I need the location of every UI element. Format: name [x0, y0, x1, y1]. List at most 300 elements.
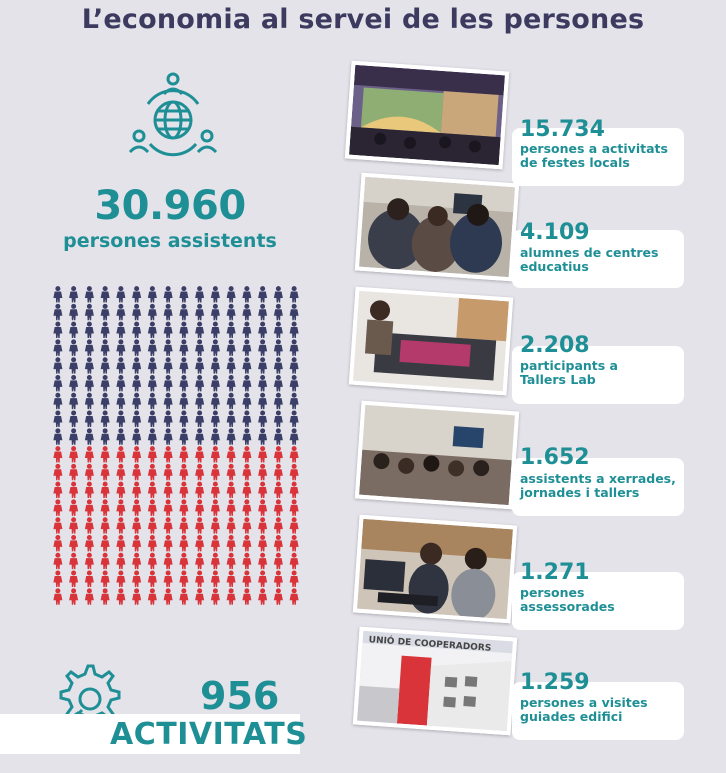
person-icon — [274, 535, 283, 551]
person-icon — [85, 375, 94, 391]
person-icon — [85, 482, 94, 498]
person-icon — [242, 357, 251, 373]
person-icon — [69, 375, 78, 391]
person-icon — [211, 411, 220, 427]
person-icon — [164, 446, 173, 462]
person-icon — [274, 499, 283, 515]
person-icon — [148, 482, 157, 498]
person-icon — [164, 482, 173, 498]
students-classroom-photo — [355, 173, 519, 282]
person-icon — [195, 464, 204, 480]
person-icon — [179, 411, 188, 427]
person-icon — [164, 339, 173, 355]
person-icon — [290, 446, 299, 462]
person-icon — [116, 286, 125, 302]
person-icon — [101, 464, 110, 480]
person-icon — [274, 322, 283, 338]
page-title: L’economia al servei de les persones — [81, 4, 645, 35]
stat-text-line1: persones a visites — [520, 695, 648, 710]
person-icon — [242, 286, 251, 302]
person-icon — [132, 375, 141, 391]
person-icon — [101, 393, 110, 409]
person-icon — [101, 517, 110, 533]
person-icon — [242, 411, 251, 427]
person-icon — [53, 464, 62, 480]
person-icon — [116, 588, 125, 604]
person-icon — [179, 428, 188, 444]
stat-text-line1: persones a activitats — [520, 141, 668, 156]
people-network-globe-icon — [128, 70, 218, 162]
person-icon — [132, 357, 141, 373]
person-icon — [148, 517, 157, 533]
person-icon — [211, 428, 220, 444]
person-icon — [69, 411, 78, 427]
person-icon — [116, 393, 125, 409]
person-icon — [179, 517, 188, 533]
person-icon — [116, 482, 125, 498]
person-icon — [227, 588, 236, 604]
person-icon — [53, 571, 62, 587]
person-icon — [258, 411, 267, 427]
person-icon — [101, 428, 110, 444]
person-icon — [116, 571, 125, 587]
stat-number: 1.259 — [520, 670, 590, 695]
person-icon — [211, 304, 220, 320]
person-icon — [179, 322, 188, 338]
person-icon — [69, 499, 78, 515]
person-icon — [132, 535, 141, 551]
person-icon — [211, 393, 220, 409]
person-icon — [258, 357, 267, 373]
person-icon — [211, 535, 220, 551]
stat-text-line2: Tallers Lab — [520, 372, 596, 387]
person-icon — [116, 553, 125, 569]
person-icon — [290, 393, 299, 409]
person-icon — [132, 304, 141, 320]
person-icon — [164, 553, 173, 569]
stat-text-line2: jornades i tallers — [520, 485, 640, 500]
person-icon — [274, 446, 283, 462]
person-icon — [85, 357, 94, 373]
person-icon — [290, 339, 299, 355]
person-icon — [116, 535, 125, 551]
person-icon — [148, 411, 157, 427]
person-icon — [274, 517, 283, 533]
person-icon — [69, 535, 78, 551]
stat-number: 1.652 — [520, 445, 590, 470]
person-icon — [227, 428, 236, 444]
person-icon — [258, 482, 267, 498]
person-icon — [69, 428, 78, 444]
person-icon — [242, 446, 251, 462]
person-icon — [53, 588, 62, 604]
person-icon — [85, 499, 94, 515]
person-icon — [85, 428, 94, 444]
person-icon — [211, 357, 220, 373]
stat-text-line2: guiades edifici — [520, 709, 623, 724]
person-icon — [116, 357, 125, 373]
person-icon — [179, 464, 188, 480]
person-icon — [195, 322, 204, 338]
person-icon — [148, 375, 157, 391]
person-icon — [116, 517, 125, 533]
person-icon — [290, 411, 299, 427]
person-icon — [132, 322, 141, 338]
person-icon — [85, 286, 94, 302]
person-icon — [227, 464, 236, 480]
person-icon — [195, 499, 204, 515]
person-icon — [85, 588, 94, 604]
person-icon — [164, 588, 173, 604]
person-icon — [148, 286, 157, 302]
person-icon — [195, 357, 204, 373]
person-icon — [290, 464, 299, 480]
person-icon — [85, 517, 94, 533]
person-icon — [148, 553, 157, 569]
person-icon — [85, 339, 94, 355]
person-icon — [274, 588, 283, 604]
person-icon — [274, 286, 283, 302]
person-icon — [227, 375, 236, 391]
person-icon — [258, 553, 267, 569]
person-icon — [179, 339, 188, 355]
person-icon — [242, 393, 251, 409]
person-icon — [227, 535, 236, 551]
person-icon — [69, 339, 78, 355]
person-icon — [242, 535, 251, 551]
person-icon — [101, 322, 110, 338]
person-icon — [148, 339, 157, 355]
person-icon — [85, 322, 94, 338]
person-icon — [148, 428, 157, 444]
person-icon — [195, 411, 204, 427]
person-icon — [242, 499, 251, 515]
person-icon — [274, 411, 283, 427]
person-icon — [69, 553, 78, 569]
building-sign-text: UNIÓ DE COOPERADORS — [368, 635, 492, 654]
person-icon — [227, 411, 236, 427]
person-icon — [179, 357, 188, 373]
person-icon — [227, 339, 236, 355]
person-icon — [53, 446, 62, 462]
person-icon — [53, 304, 62, 320]
person-icon — [101, 304, 110, 320]
person-icon — [132, 588, 141, 604]
person-icon — [148, 571, 157, 587]
person-icon — [274, 464, 283, 480]
person-icon — [53, 339, 62, 355]
person-icon — [164, 304, 173, 320]
person-icon — [53, 411, 62, 427]
person-icon — [242, 517, 251, 533]
stat-text-line1: alumnes de centres — [520, 245, 659, 260]
person-icon — [101, 411, 110, 427]
person-icon — [164, 499, 173, 515]
stat-text-line2: de festes locals — [520, 155, 630, 170]
person-icon — [164, 375, 173, 391]
person-icon — [53, 393, 62, 409]
person-icon — [211, 571, 220, 587]
person-icon — [274, 571, 283, 587]
stat-text-line2: educatius — [520, 259, 589, 274]
person-icon — [258, 499, 267, 515]
person-icon — [69, 571, 78, 587]
person-icon — [227, 393, 236, 409]
person-icon — [164, 357, 173, 373]
person-icon — [148, 357, 157, 373]
person-icon — [274, 339, 283, 355]
person-icon — [132, 446, 141, 462]
person-icon — [179, 446, 188, 462]
person-icon — [179, 482, 188, 498]
person-icon — [164, 428, 173, 444]
person-icon — [242, 322, 251, 338]
person-icon — [258, 375, 267, 391]
person-icon — [290, 535, 299, 551]
person-icon — [195, 535, 204, 551]
person-icon — [132, 411, 141, 427]
person-icon — [179, 571, 188, 587]
person-icon — [195, 446, 204, 462]
person-icon — [227, 286, 236, 302]
person-icon — [227, 304, 236, 320]
person-icon — [85, 393, 94, 409]
person-icon — [53, 499, 62, 515]
person-icon — [85, 535, 94, 551]
person-icon — [101, 482, 110, 498]
total-attendees-label: persones assistents — [63, 230, 277, 252]
person-icon — [164, 535, 173, 551]
person-icon — [290, 375, 299, 391]
person-icon — [179, 535, 188, 551]
person-icon — [211, 322, 220, 338]
activities-label: ACTIVITATS — [110, 717, 308, 752]
person-icon — [53, 357, 62, 373]
person-icon — [101, 535, 110, 551]
person-icon — [53, 428, 62, 444]
person-icon — [274, 304, 283, 320]
person-icon — [148, 499, 157, 515]
person-icon — [211, 517, 220, 533]
person-icon — [85, 571, 94, 587]
person-icon — [258, 446, 267, 462]
person-icon — [227, 571, 236, 587]
person-icon — [195, 339, 204, 355]
person-icon — [227, 499, 236, 515]
person-icon — [69, 517, 78, 533]
person-icon — [69, 393, 78, 409]
person-icon — [85, 446, 94, 462]
person-icon — [227, 446, 236, 462]
person-icon — [258, 588, 267, 604]
stat-text-line1: participants a — [520, 358, 618, 373]
laser-cutter-lab-photo — [349, 287, 513, 396]
person-icon — [290, 322, 299, 338]
person-icon — [211, 553, 220, 569]
person-icon — [148, 588, 157, 604]
person-icon — [132, 553, 141, 569]
person-icon — [101, 553, 110, 569]
person-icon — [274, 482, 283, 498]
person-icon — [148, 446, 157, 462]
person-icon — [227, 553, 236, 569]
person-icon — [132, 393, 141, 409]
person-icon — [242, 571, 251, 587]
stat-number: 2.208 — [520, 333, 590, 358]
person-icon — [101, 499, 110, 515]
person-icon — [53, 375, 62, 391]
person-icon — [195, 553, 204, 569]
person-icon — [101, 446, 110, 462]
person-icon — [195, 571, 204, 587]
person-icon — [242, 553, 251, 569]
person-icon — [195, 482, 204, 498]
person-icon — [195, 428, 204, 444]
person-icon — [258, 339, 267, 355]
person-icon — [179, 553, 188, 569]
person-icon — [258, 571, 267, 587]
person-icon — [101, 286, 110, 302]
person-icon — [242, 339, 251, 355]
person-icon — [148, 464, 157, 480]
person-icon — [227, 482, 236, 498]
person-icon — [290, 553, 299, 569]
person-icon — [85, 553, 94, 569]
person-icon — [101, 588, 110, 604]
person-icon — [211, 446, 220, 462]
person-icon — [69, 286, 78, 302]
person-icon — [116, 322, 125, 338]
person-icon — [69, 482, 78, 498]
person-icon — [148, 322, 157, 338]
person-icon — [258, 535, 267, 551]
talk-audience-photo — [355, 401, 519, 510]
person-icon — [211, 482, 220, 498]
person-icon — [69, 304, 78, 320]
person-icon — [116, 446, 125, 462]
person-icon — [85, 411, 94, 427]
person-icon — [53, 517, 62, 533]
person-icon — [179, 499, 188, 515]
person-icon — [164, 571, 173, 587]
person-icon — [69, 464, 78, 480]
person-icon — [53, 286, 62, 302]
person-icon — [132, 517, 141, 533]
stat-number: 4.109 — [520, 220, 590, 245]
person-icon — [116, 428, 125, 444]
person-icon — [164, 393, 173, 409]
person-icon — [211, 499, 220, 515]
total-attendees-number: 30.960 — [94, 183, 246, 229]
person-icon — [179, 393, 188, 409]
person-icon — [227, 357, 236, 373]
person-icon — [85, 304, 94, 320]
person-icon — [195, 375, 204, 391]
person-icon — [69, 357, 78, 373]
person-icon — [242, 375, 251, 391]
person-icon — [274, 357, 283, 373]
stat-text-line2: assessorades — [520, 599, 615, 614]
person-icon — [179, 304, 188, 320]
person-icon — [211, 339, 220, 355]
person-icon — [211, 464, 220, 480]
person-icon — [195, 304, 204, 320]
activities-number: 956 — [200, 674, 280, 718]
person-icon — [274, 553, 283, 569]
person-icon — [164, 464, 173, 480]
person-icon — [101, 339, 110, 355]
person-icon — [116, 499, 125, 515]
person-icon — [258, 517, 267, 533]
person-icon — [116, 375, 125, 391]
person-icon — [164, 286, 173, 302]
person-icon — [132, 499, 141, 515]
person-icon — [258, 464, 267, 480]
person-icon — [290, 588, 299, 604]
person-icon — [179, 286, 188, 302]
person-icon — [258, 322, 267, 338]
person-icon — [101, 357, 110, 373]
building-facade-photo — [353, 627, 517, 736]
person-icon — [116, 464, 125, 480]
person-icon — [53, 553, 62, 569]
person-icon — [69, 322, 78, 338]
person-icon — [258, 304, 267, 320]
person-icon — [69, 446, 78, 462]
person-icon — [290, 571, 299, 587]
person-icon — [148, 304, 157, 320]
person-icon — [195, 286, 204, 302]
person-icon — [116, 411, 125, 427]
advisory-meeting-photo — [353, 515, 517, 624]
person-icon — [242, 464, 251, 480]
person-icon — [132, 339, 141, 355]
person-icon — [242, 428, 251, 444]
person-icon — [242, 482, 251, 498]
person-icon — [258, 286, 267, 302]
person-icon — [290, 304, 299, 320]
person-icon — [274, 375, 283, 391]
person-icon — [227, 517, 236, 533]
person-icon — [195, 588, 204, 604]
person-icon — [179, 588, 188, 604]
person-icon — [132, 571, 141, 587]
person-icon — [132, 482, 141, 498]
person-icon — [290, 499, 299, 515]
person-icon — [101, 571, 110, 587]
person-icon — [116, 304, 125, 320]
people-pictogram-grid — [50, 285, 302, 605]
stat-number: 15.734 — [520, 117, 605, 142]
person-icon — [148, 393, 157, 409]
person-icon — [227, 322, 236, 338]
person-icon — [69, 588, 78, 604]
stat-number: 1.271 — [520, 560, 590, 585]
festival-event-photo — [345, 61, 509, 170]
person-icon — [148, 535, 157, 551]
person-icon — [132, 286, 141, 302]
person-icon — [179, 375, 188, 391]
person-icon — [164, 322, 173, 338]
person-icon — [258, 393, 267, 409]
person-icon — [85, 464, 94, 480]
person-icon — [290, 357, 299, 373]
person-icon — [164, 411, 173, 427]
person-icon — [53, 322, 62, 338]
stat-text-line1: assistents a xerrades, — [520, 471, 676, 486]
person-icon — [101, 375, 110, 391]
person-icon — [53, 482, 62, 498]
